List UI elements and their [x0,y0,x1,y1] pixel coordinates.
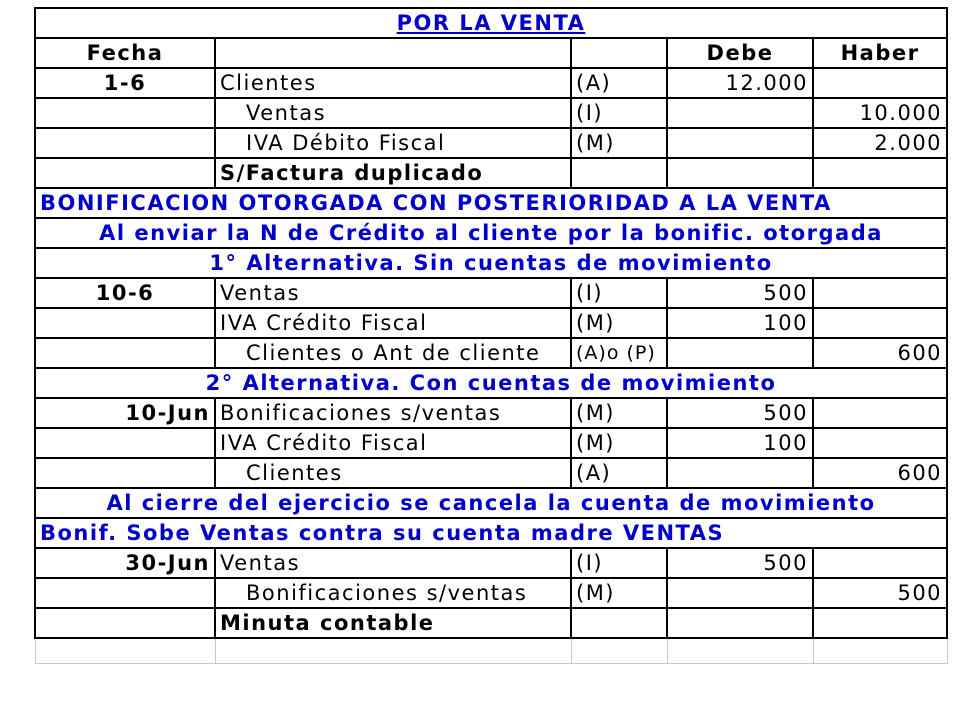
page-title[interactable]: POR LA VENTA [396,10,586,35]
credit-cell[interactable] [813,608,947,638]
entry-note[interactable]: S/Factura duplicado [215,158,571,188]
debit-cell[interactable]: 100 [667,428,813,458]
debit-cell[interactable]: 12.000 [667,68,813,98]
ref-cell[interactable]: (M) [571,428,667,458]
ref-cell[interactable]: (I) [571,548,667,578]
ref-cell[interactable]: (M) [571,398,667,428]
table-row [35,308,947,338]
account-cell[interactable]: Clientes [215,458,571,488]
section-heading: Al cierre del ejercicio se cancela la cuenta de movimiento [35,488,947,518]
date-cell[interactable] [35,308,215,338]
debit-cell[interactable]: 500 [667,398,813,428]
title-cell[interactable] [35,8,947,38]
date-cell[interactable]: 10-Jun [35,398,215,428]
section-heading: Bonif. Sobe Ventas contra su cuenta madre VENTAS [35,518,947,548]
ref-cell[interactable]: (A)o (P) [571,338,667,368]
credit-cell[interactable] [813,68,947,98]
account-cell[interactable]: Clientes [215,68,571,98]
debit-cell[interactable] [667,338,813,368]
date-cell[interactable]: 30-Jun [35,548,215,578]
credit-cell[interactable] [813,308,947,338]
account-cell[interactable]: IVA Crédito Fiscal [215,308,571,338]
account-cell[interactable]: Ventas [215,98,571,128]
date-cell[interactable] [35,128,215,158]
empty-row [35,638,947,664]
debit-cell[interactable] [667,98,813,128]
table-row [35,398,947,428]
account-cell[interactable]: IVA Crédito Fiscal [215,428,571,458]
header-fecha: Fecha [35,38,215,68]
date-cell[interactable] [35,608,215,638]
debit-cell[interactable]: 500 [667,278,813,308]
header-ref [571,38,667,68]
table-row [35,578,947,608]
alternative-heading: 2° Alternativa. Con cuentas de movimiento [35,368,947,398]
debit-cell[interactable] [667,608,813,638]
account-cell[interactable]: Bonificaciones s/ventas [215,578,571,608]
credit-cell[interactable]: 600 [813,458,947,488]
header-cuenta [215,38,571,68]
debit-cell[interactable]: 100 [667,308,813,338]
ref-cell[interactable]: (A) [571,68,667,98]
header-row [35,38,947,68]
date-cell[interactable] [35,338,215,368]
alternative-heading: 1° Alternativa. Sin cuentas de movimiento [35,248,947,278]
header-haber: Haber [813,38,947,68]
table-row [35,98,947,128]
credit-cell[interactable] [813,158,947,188]
credit-cell[interactable]: 10.000 [813,98,947,128]
ref-cell[interactable]: (I) [571,98,667,128]
empty-cell[interactable] [571,638,667,664]
ref-cell[interactable] [571,608,667,638]
journal-table [34,7,948,664]
account-cell[interactable]: Clientes o Ant de cliente [215,338,571,368]
credit-cell[interactable]: 500 [813,578,947,608]
date-cell[interactable] [35,98,215,128]
credit-cell[interactable] [813,428,947,458]
table-row [35,458,947,488]
header-debe: Debe [667,38,813,68]
ref-cell[interactable]: (M) [571,308,667,338]
empty-cell[interactable] [667,638,813,664]
table-row [35,608,947,638]
table-row [35,548,947,578]
credit-cell[interactable] [813,398,947,428]
date-cell[interactable] [35,578,215,608]
table-row [35,158,947,188]
section-heading: BONIFICACION OTORGADA CON POSTERIORIDAD A LA VENTA [35,188,947,218]
credit-cell[interactable] [813,278,947,308]
credit-cell[interactable]: 600 [813,338,947,368]
ref-cell[interactable]: (M) [571,578,667,608]
ref-cell[interactable]: (A) [571,458,667,488]
table-row [35,338,947,368]
debit-cell[interactable] [667,458,813,488]
debit-cell[interactable] [667,158,813,188]
table-row [35,278,947,308]
account-cell[interactable]: Ventas [215,548,571,578]
credit-cell[interactable]: 2.000 [813,128,947,158]
empty-cell[interactable] [35,638,215,664]
ref-cell[interactable] [571,158,667,188]
ref-cell[interactable]: (I) [571,278,667,308]
journal-sheet [34,7,946,664]
date-cell[interactable] [35,428,215,458]
account-cell[interactable]: Ventas [215,278,571,308]
debit-cell[interactable] [667,578,813,608]
date-cell[interactable] [35,158,215,188]
account-cell[interactable]: Bonificaciones s/ventas [215,398,571,428]
table-row [35,428,947,458]
empty-cell[interactable] [215,638,571,664]
empty-cell[interactable] [813,638,947,664]
debit-cell[interactable]: 500 [667,548,813,578]
table-row [35,128,947,158]
credit-cell[interactable] [813,548,947,578]
date-cell[interactable] [35,458,215,488]
table-row [35,68,947,98]
account-cell[interactable]: IVA Débito Fiscal [215,128,571,158]
entry-note[interactable]: Minuta contable [215,608,571,638]
section-heading: Al enviar la N de Crédito al cliente por la bonific. otorgada [35,218,947,248]
ref-cell[interactable]: (M) [571,128,667,158]
date-cell[interactable]: 1-6 [35,68,215,98]
debit-cell[interactable] [667,128,813,158]
date-cell[interactable]: 10-6 [35,278,215,308]
